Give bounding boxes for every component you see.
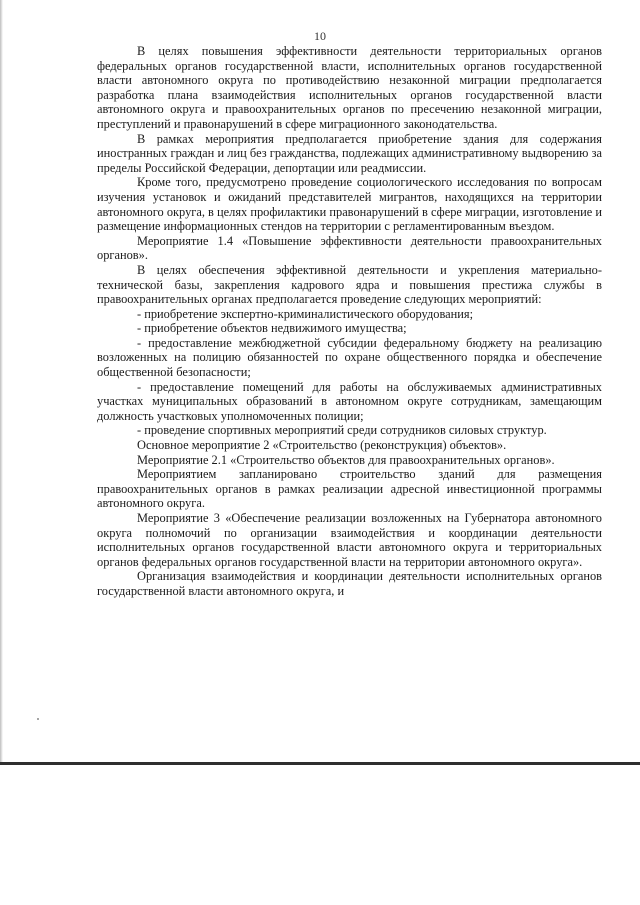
paragraph-construction-plan: Мероприятием запланировано строительство зданий для размещения правоохранительных органов в рамках реализации адресной инвестиционной программы автономного округа.: [97, 467, 602, 511]
list-item-premises: - предоставление помещений для работы на обслуживаемых административных участках муниципальных образований в автономном округе сотрудникам, замещающим должность участковых уполномоченных полиции;: [97, 379, 602, 423]
list-item-federal-subsidy: - предоставление межбюджетной субсидии федеральному бюджету на реализацию возложенных на полицию обязанностей по охране общественного порядка и обеспечение общественной безопасности;: [97, 335, 602, 380]
paragraph-coordination: Организация взаимодействия и координации деятельности исполнительных органов государственной власти автономного округа, и: [97, 569, 602, 598]
paragraph-sociological-research: Кроме того, предусмотрено проведение социологического исследования по вопросам изучения установок и ожиданий представителей мигрантов, находящихся на территории автономного округа, в целях профилактики правонарушений в сфере миграции, изготовление и размещение информационных стендов на территории с регламентированным въездом.: [97, 175, 602, 234]
scan-speck: [37, 718, 39, 720]
page-number: 10: [314, 29, 326, 43]
list-item-sports-events: - проведение спортивных мероприятий среди сотрудников силовых структур.: [137, 423, 547, 438]
paragraph-measure-1-4-intro: В целях обеспечения эффективной деятельности и укрепления материально-технической базы, закрепления кадрового ядра и повышения престижа службы в правоохранительных органах предполагается проведение следующих мероприятий:: [97, 262, 602, 307]
list-item-real-estate: - приобретение объектов недвижимого имущества;: [137, 321, 407, 336]
paragraph-migration-plan: В целях повышения эффективности деятельности территориальных органов федеральных органов государственной власти, исполнительных органов государственной власти автономного округа по противодействию незаконной миграции предполагается разработка плана взаимодействия исполнительных органов государственной власти автономного округа и правоохранительных органов по пресечению незаконной миграции, преступлений и правонарушений в сфере миграционного законодательства.: [97, 44, 602, 131]
scan-edge-shadow: [0, 0, 3, 762]
paragraph-measure-1-4-heading: Мероприятие 1.4 «Повышение эффективности деятельности правоохранительных органов».: [97, 233, 602, 263]
paragraph-measure-2-1: Мероприятие 2.1 «Строительство объектов для правоохранительных органов».: [137, 452, 555, 467]
paragraph-measure-3: Мероприятие 3 «Обеспечение реализации возложенных на Губернатора автономного округа полномочий по организации взаимодействия и координации деятельности исполнительных органов государственной власти автономного округа и территориальных органов федеральных органов государственной власти на территории автономного округа».: [97, 511, 602, 569]
list-item-forensic-equipment: - приобретение экспертно-криминалистического оборудования;: [137, 306, 474, 321]
paragraph-main-measure-2: Основное мероприятие 2 «Строительство (реконструкция) объектов».: [137, 438, 507, 453]
document-body: [97, 44, 602, 599]
paragraph-building-acquisition: В рамках мероприятия предполагается приобретение здания для содержания иностранных граждан и лиц без гражданства, подлежащих административному выдворению за пределы Российской Федерации, депортации или реадмиссии.: [97, 131, 602, 175]
